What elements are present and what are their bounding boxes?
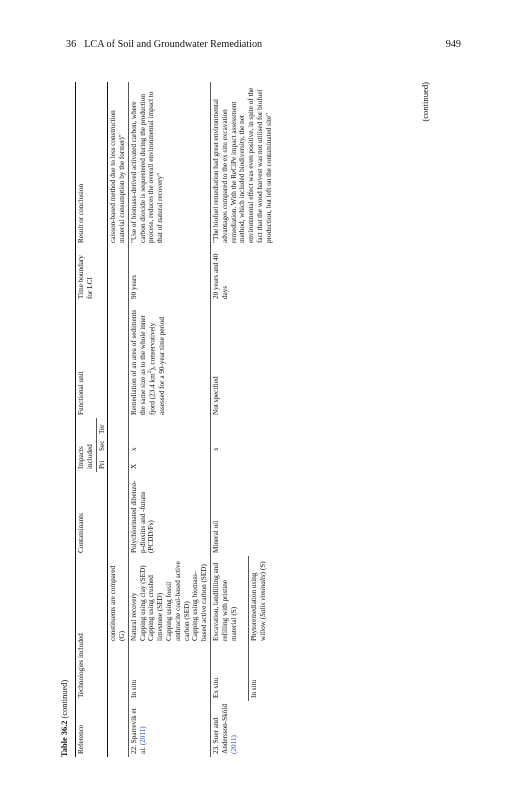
- cell-pri: X: [128, 454, 210, 472]
- tech-species: Salix viminalis: [258, 574, 267, 617]
- ref-year-link[interactable]: (2011): [229, 735, 238, 754]
- cell-result: caisson-based method due to less construction material consumption by the former)": [109, 110, 127, 243]
- chapter-number: 36: [66, 39, 77, 50]
- tech-line: Natural recovery: [129, 592, 138, 641]
- table-title-suffix: (continued): [60, 679, 69, 719]
- col-contaminants: Contaminants: [76, 472, 108, 556]
- ref-year-link[interactable]: (2011): [138, 726, 147, 746]
- tech-text-end: ) (S): [258, 561, 267, 575]
- fu-text: Remediation of an area of sediments the same size as to the whole inner fjord (23.4 km: [129, 309, 157, 415]
- tech-line: Capping using crushed limestone (SED): [147, 575, 165, 641]
- cell-reference: [210, 701, 274, 757]
- cell-sec: x: [210, 437, 274, 454]
- col-ter: Ter: [96, 418, 108, 437]
- ref-number: 23.: [211, 745, 220, 754]
- cell-site: In situ: [248, 644, 274, 701]
- cell-pri: [210, 454, 274, 472]
- cell-time-boundary: 20 years and 40 days: [210, 246, 274, 302]
- cell-contaminants: Polychlorinated dibenzo-p-dioxins and -furans (PCDD/Fs): [128, 472, 210, 556]
- running-head-left: [66, 39, 270, 50]
- cell-functional-unit: [128, 302, 210, 418]
- cell-ter: [128, 418, 210, 437]
- cell-functional-unit: Not specified: [210, 302, 274, 418]
- ref-name: Suer and Andersson-Sköld: [211, 704, 229, 754]
- running-head: [66, 39, 461, 50]
- table-title: [60, 82, 72, 757]
- col-impacts: Impacts included: [76, 418, 97, 472]
- cell-reference: [128, 701, 210, 757]
- page-number: 949: [445, 39, 461, 50]
- fu-text-end: ), conservatively assessed for a 90-year time period: [148, 316, 166, 415]
- tech-line: Capping using biomass-based active carbon (SED): [191, 564, 209, 641]
- col-result: Result or conclusion: [76, 82, 108, 246]
- col-pri: Pri: [96, 454, 108, 472]
- cell-technologies: [128, 556, 210, 644]
- col-reference: Reference: [76, 701, 108, 757]
- table-row: [128, 82, 210, 757]
- cell-result: "Use of biomass-derived activated carbon, where carbon dioxide is sequestered during the production process, reduces the overall environmental impact to that of natural recovery": [128, 82, 210, 246]
- col-sec: Sec: [96, 437, 108, 454]
- data-table: [75, 82, 274, 757]
- ref-number: 22.: [129, 745, 138, 754]
- cell-technologies: constituents are compared (G): [109, 565, 127, 641]
- cell-site: In situ: [128, 644, 210, 701]
- cell-technologies: Excavation, landfilling and refilling with pristine material (S): [210, 556, 248, 644]
- fu-superscript: 2: [147, 370, 154, 374]
- table-row: [108, 82, 129, 757]
- tech-text: Phytoremediation using willow (: [249, 572, 267, 641]
- cell-technologies: [248, 556, 274, 644]
- table-title-label: Table 36.2: [60, 720, 69, 757]
- cell-ter: [210, 418, 274, 437]
- table-row: [210, 82, 248, 757]
- cell-result: "The biofuel remediation had great environmental advantages compared to the ex situ excavation remediation. With the ReCiPe impact assessment method, which included biodiversity, the net environmental effect was even positive, in spite of the fact that the wood harvest was not utilised for biofuel production, but left on the contaminated site": [210, 82, 274, 246]
- cell-site: Ex situ: [210, 644, 248, 701]
- cell-sec: x: [128, 437, 210, 454]
- cell-contaminants: Mineral oil: [210, 472, 274, 556]
- chapter-title: LCA of Soil and Groundwater Remediation: [84, 39, 263, 50]
- continued-note: (continued): [420, 82, 430, 122]
- cell-time-boundary: 90 years: [128, 246, 210, 302]
- tech-line: Capping using clay (SED): [138, 565, 147, 641]
- tech-line: Capping using fossil anthracite coal-based active carbon (SED): [165, 561, 191, 641]
- rotated-table-page: [60, 82, 432, 757]
- col-functional-unit: Functional unit: [76, 302, 108, 418]
- ref-name: Sparrevik et al.: [129, 708, 147, 754]
- col-time-boundary: Time boundary for LCI: [76, 246, 108, 302]
- col-technologies: Technologies included: [76, 556, 108, 701]
